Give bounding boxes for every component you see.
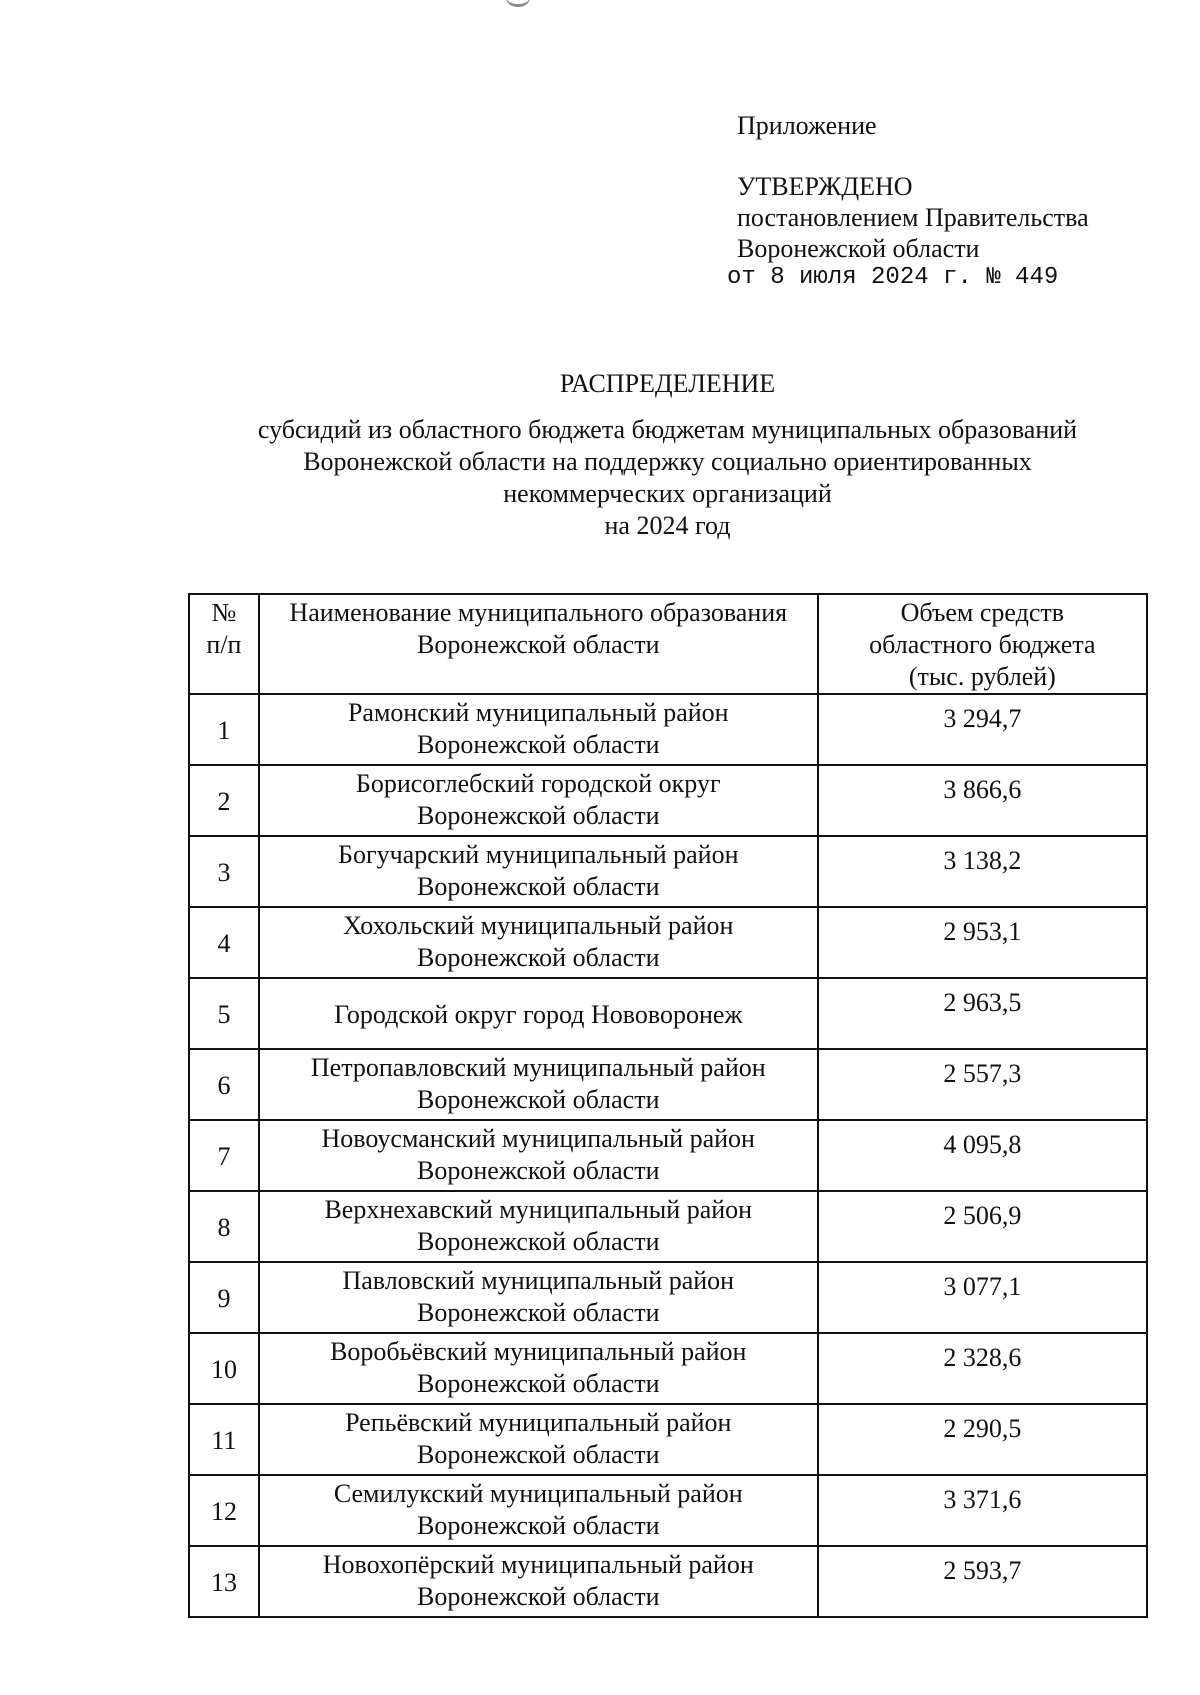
- table-row: [189, 978, 1147, 1049]
- header-name: [259, 594, 818, 694]
- row-number: 12: [189, 1475, 259, 1546]
- row-name-line-1: Репьёвский муниципальный район: [345, 1408, 732, 1437]
- row-amount: 4 095,8: [818, 1120, 1147, 1191]
- table-row: [189, 1191, 1147, 1262]
- table-header-row: [189, 594, 1147, 694]
- row-name-line-2: Воронежской области: [417, 1440, 660, 1469]
- row-name: [259, 1262, 818, 1333]
- table-row: [189, 907, 1147, 978]
- row-name: [259, 1333, 818, 1404]
- row-name-line-2: Воронежской области: [417, 1369, 660, 1398]
- document-title: РАСПРЕДЕЛЕНИЕ: [559, 369, 776, 398]
- subtitle-line-1: субсидий из областного бюджета бюджетам муниципальных образований: [257, 415, 1078, 444]
- row-amount: 2 953,1: [818, 907, 1147, 978]
- row-name-line-1: Воробьёвский муниципальный район: [330, 1337, 747, 1366]
- row-name-line-2: Воронежской области: [417, 1511, 660, 1540]
- approval-block: [727, 110, 1089, 293]
- table-row: [189, 1404, 1147, 1475]
- row-name-line-1: Богучарский муниципальный район: [338, 840, 739, 869]
- row-name: [259, 1120, 818, 1191]
- header-num: [189, 594, 259, 694]
- table-row: [189, 1475, 1147, 1546]
- header-amount-line-1: Объем средств: [900, 598, 1065, 627]
- decree-line-2: Воронежской области: [737, 234, 980, 263]
- row-number: 6: [189, 1049, 259, 1120]
- subtitle-line-4: на 2024 год: [604, 511, 731, 540]
- row-name-line-2: Воронежской области: [417, 1227, 660, 1256]
- row-amount: 2 290,5: [818, 1404, 1147, 1475]
- row-name-line-1: Рамонский муниципальный район: [347, 698, 729, 727]
- approved-label: УТВЕРЖДЕНО: [737, 172, 913, 201]
- row-name-line-1: Хохольский муниципальный район: [343, 911, 734, 940]
- table-row: [189, 1333, 1147, 1404]
- header-amount-line-2: областного бюджета: [869, 630, 1096, 659]
- row-amount: 3 294,7: [818, 694, 1147, 765]
- row-number: 4: [189, 907, 259, 978]
- header-name-line-1: Наименование муниципального образования: [289, 598, 788, 627]
- row-name-line-2: Воронежской области: [417, 1156, 660, 1185]
- table-row: [189, 1262, 1147, 1333]
- row-name-line-2: Воронежской области: [417, 730, 660, 759]
- row-name-line-1: Петропавловский муниципальный район: [310, 1053, 766, 1082]
- distribution-table: [188, 593, 1148, 1618]
- row-name: [259, 1475, 818, 1546]
- row-amount: 2 593,7: [818, 1546, 1147, 1617]
- title-block: [0, 368, 1200, 542]
- row-name-line-2: Воронежской области: [417, 801, 660, 830]
- table-row: [189, 694, 1147, 765]
- row-name-line-2: Воронежской области: [417, 1085, 660, 1114]
- annex-label: Приложение: [737, 111, 877, 140]
- row-number: 13: [189, 1546, 259, 1617]
- header-amount-line-3: (тыс. рублей): [908, 662, 1056, 691]
- row-number: 11: [189, 1404, 259, 1475]
- row-name: [259, 1546, 818, 1617]
- row-name-line-1: Городской округ город Нововоронеж: [334, 999, 743, 1029]
- header-num-line-2: п/п: [206, 630, 242, 659]
- row-name: [259, 1191, 818, 1262]
- row-number: 1: [189, 694, 259, 765]
- row-name: [259, 836, 818, 907]
- row-amount: 3 077,1: [818, 1262, 1147, 1333]
- subtitle-line-2: Воронежской области на поддержку социально ориентированных: [303, 447, 1032, 476]
- header-amount: [818, 594, 1147, 694]
- header-num-line-1: №: [211, 598, 237, 627]
- row-name-line-1: Борисоглебский городской округ: [355, 769, 721, 798]
- row-number: 10: [189, 1333, 259, 1404]
- row-number: 2: [189, 765, 259, 836]
- row-amount: 2 506,9: [818, 1191, 1147, 1262]
- row-name-line-2: Воронежской области: [417, 943, 660, 972]
- row-amount: 2 557,3: [818, 1049, 1147, 1120]
- row-name-line-1: Новохопёрский муниципальный район: [322, 1550, 754, 1579]
- row-number: 3: [189, 836, 259, 907]
- table-row: [189, 765, 1147, 836]
- row-name-line-1: Павловский муниципальный район: [342, 1266, 735, 1295]
- row-number: 8: [189, 1191, 259, 1262]
- row-name: [259, 694, 818, 765]
- row-amount: 2 963,5: [818, 978, 1147, 1049]
- subtitle-line-3: некоммерческих организаций: [503, 479, 832, 508]
- row-number: 7: [189, 1120, 259, 1191]
- row-amount: 3 866,6: [818, 765, 1147, 836]
- header-name-line-2: Воронежской области: [417, 630, 660, 659]
- row-name-line-2: Воронежской области: [417, 1298, 660, 1327]
- row-name-line-2: Воронежской области: [417, 872, 660, 901]
- row-name-line-1: Новоусманский муниципальный район: [321, 1124, 755, 1153]
- row-name: [259, 907, 818, 978]
- row-name: [259, 978, 818, 1049]
- table-row: [189, 1120, 1147, 1191]
- row-amount: 2 328,6: [818, 1333, 1147, 1404]
- row-name-line-1: Семилукский муниципальный район: [333, 1479, 743, 1508]
- scan-mark: [505, 0, 531, 7]
- table-row: [189, 1546, 1147, 1617]
- row-amount: 3 371,6: [818, 1475, 1147, 1546]
- table-row: [189, 836, 1147, 907]
- row-number: 5: [189, 978, 259, 1049]
- decree-line-1: постановлением Правительства: [737, 203, 1089, 232]
- table-row: [189, 1049, 1147, 1120]
- row-name-line-2: Воронежской области: [417, 1582, 660, 1611]
- row-name: [259, 1404, 818, 1475]
- decree-date: от 8 июля 2024 г. № 449: [727, 264, 1059, 291]
- row-name: [259, 765, 818, 836]
- row-name-line-1: Верхнехавский муниципальный район: [324, 1195, 753, 1224]
- row-amount: 3 138,2: [818, 836, 1147, 907]
- row-name: [259, 1049, 818, 1120]
- row-number: 9: [189, 1262, 259, 1333]
